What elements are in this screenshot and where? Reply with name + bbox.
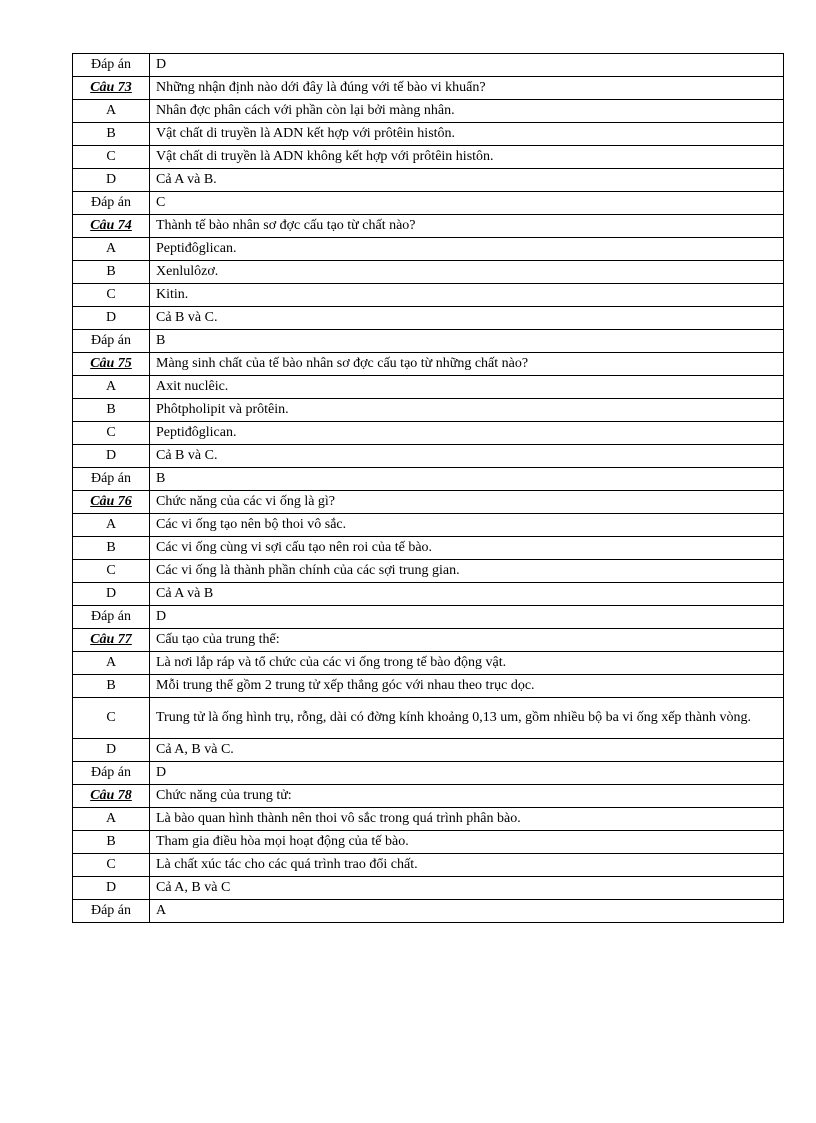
option-row	[73, 422, 784, 445]
answer-row	[73, 54, 784, 77]
option-text: Các vi ống là thành phần chính của các sợi trung gian.	[150, 560, 784, 583]
question-label: Câu 76	[73, 491, 150, 514]
option-label: B	[73, 831, 150, 854]
option-text: Là chất xúc tác cho các quá trình trao đổi chất.	[150, 854, 784, 877]
option-row	[73, 238, 784, 261]
option-label: D	[73, 169, 150, 192]
question-label: Câu 77	[73, 629, 150, 652]
option-text: Cả A và B.	[150, 169, 784, 192]
question-row	[73, 215, 784, 238]
option-row	[73, 169, 784, 192]
option-label: D	[73, 877, 150, 900]
option-label: A	[73, 514, 150, 537]
option-row	[73, 675, 784, 698]
option-label: A	[73, 652, 150, 675]
option-label: C	[73, 422, 150, 445]
question-text: Cấu tạo của trung thể:	[150, 629, 784, 652]
option-text: Xenlulôzơ.	[150, 261, 784, 284]
option-text: Là nơi lắp ráp và tổ chức của các vi ống trong tế bào động vật.	[150, 652, 784, 675]
option-row	[73, 537, 784, 560]
answer-label: Đáp án	[73, 606, 150, 629]
option-label: A	[73, 376, 150, 399]
option-label: C	[73, 854, 150, 877]
answer-text: A	[150, 900, 784, 923]
answer-row	[73, 606, 784, 629]
answer-text: B	[150, 468, 784, 491]
option-text: Các vi ống cùng vi sợi cấu tạo nên roi của tế bào.	[150, 537, 784, 560]
answer-text: C	[150, 192, 784, 215]
option-label: C	[73, 560, 150, 583]
option-text: Nhân đợc phân cách với phần còn lại bởi màng nhân.	[150, 100, 784, 123]
option-label: A	[73, 100, 150, 123]
option-text: Cả B và C.	[150, 307, 784, 330]
option-text: Peptiđôglican.	[150, 422, 784, 445]
option-row	[73, 146, 784, 169]
answer-row	[73, 468, 784, 491]
option-text: Cả A, B và C.	[150, 739, 784, 762]
answer-text: D	[150, 762, 784, 785]
question-row	[73, 629, 784, 652]
option-row	[73, 100, 784, 123]
option-row	[73, 376, 784, 399]
option-text: Các vi ống tạo nên bộ thoi vô sắc.	[150, 514, 784, 537]
answer-label: Đáp án	[73, 192, 150, 215]
option-row	[73, 854, 784, 877]
question-label: Câu 74	[73, 215, 150, 238]
option-label: C	[73, 146, 150, 169]
option-label: B	[73, 123, 150, 146]
question-table	[72, 53, 784, 923]
answer-text: D	[150, 54, 784, 77]
question-text: Thành tế bào nhân sơ đợc cấu tạo từ chất nào?	[150, 215, 784, 238]
question-row	[73, 491, 784, 514]
answer-text: B	[150, 330, 784, 353]
option-text: Kitin.	[150, 284, 784, 307]
answer-label: Đáp án	[73, 54, 150, 77]
answer-row	[73, 330, 784, 353]
question-text: Chức năng của trung tử:	[150, 785, 784, 808]
question-label: Câu 75	[73, 353, 150, 376]
option-label: C	[73, 698, 150, 739]
option-row	[73, 652, 784, 675]
option-label: C	[73, 284, 150, 307]
option-text: Là bào quan hình thành nên thoi vô sắc trong quá trình phân bào.	[150, 808, 784, 831]
answer-text: D	[150, 606, 784, 629]
option-text: Axit nuclêic.	[150, 376, 784, 399]
option-label: D	[73, 307, 150, 330]
option-label: B	[73, 537, 150, 560]
question-label: Câu 78	[73, 785, 150, 808]
option-row	[73, 514, 784, 537]
option-row	[73, 307, 784, 330]
answer-label: Đáp án	[73, 762, 150, 785]
option-label: D	[73, 445, 150, 468]
question-text: Những nhận định nào dới đây là đúng với tế bào vi khuẩn?	[150, 77, 784, 100]
question-row	[73, 77, 784, 100]
answer-label: Đáp án	[73, 468, 150, 491]
option-row	[73, 284, 784, 307]
question-text: Chức năng của các vi ống là gì?	[150, 491, 784, 514]
option-label: A	[73, 808, 150, 831]
option-label: B	[73, 261, 150, 284]
option-row	[73, 831, 784, 854]
option-text: Peptiđôglican.	[150, 238, 784, 261]
option-text: Mỗi trung thể gồm 2 trung tử xếp thẳng góc với nhau theo trục dọc.	[150, 675, 784, 698]
option-row	[73, 445, 784, 468]
option-text: Tham gia điều hòa mọi hoạt động của tế bào.	[150, 831, 784, 854]
answer-row	[73, 900, 784, 923]
option-text: Cả A, B và C	[150, 877, 784, 900]
option-row	[73, 123, 784, 146]
option-row	[73, 583, 784, 606]
option-row	[73, 261, 784, 284]
option-row	[73, 698, 784, 739]
option-label: A	[73, 238, 150, 261]
answer-label: Đáp án	[73, 900, 150, 923]
question-row	[73, 785, 784, 808]
option-label: D	[73, 583, 150, 606]
answer-label: Đáp án	[73, 330, 150, 353]
option-label: D	[73, 739, 150, 762]
option-text: Vật chất di truyền là ADN kết hợp với prôtêin histôn.	[150, 123, 784, 146]
option-row	[73, 560, 784, 583]
option-row	[73, 739, 784, 762]
option-label: B	[73, 399, 150, 422]
option-row	[73, 808, 784, 831]
option-row	[73, 399, 784, 422]
option-text: Vật chất di truyền là ADN không kết hợp với prôtêin histôn.	[150, 146, 784, 169]
question-text: Màng sinh chất của tế bào nhân sơ đợc cấu tạo từ những chất nào?	[150, 353, 784, 376]
answer-row	[73, 762, 784, 785]
answer-row	[73, 192, 784, 215]
option-text: Cả B và C.	[150, 445, 784, 468]
option-text: Phôtpholipit và prôtêin.	[150, 399, 784, 422]
option-text: Cả A và B	[150, 583, 784, 606]
option-row	[73, 877, 784, 900]
option-text: Trung tử là ống hình trụ, rỗng, dài có đờng kính khoảng 0,13 um, gồm nhiều bộ ba vi ống xếp thành vòng.	[150, 698, 784, 739]
option-label: B	[73, 675, 150, 698]
question-row	[73, 353, 784, 376]
question-label: Câu 73	[73, 77, 150, 100]
question-table-body	[73, 54, 784, 923]
